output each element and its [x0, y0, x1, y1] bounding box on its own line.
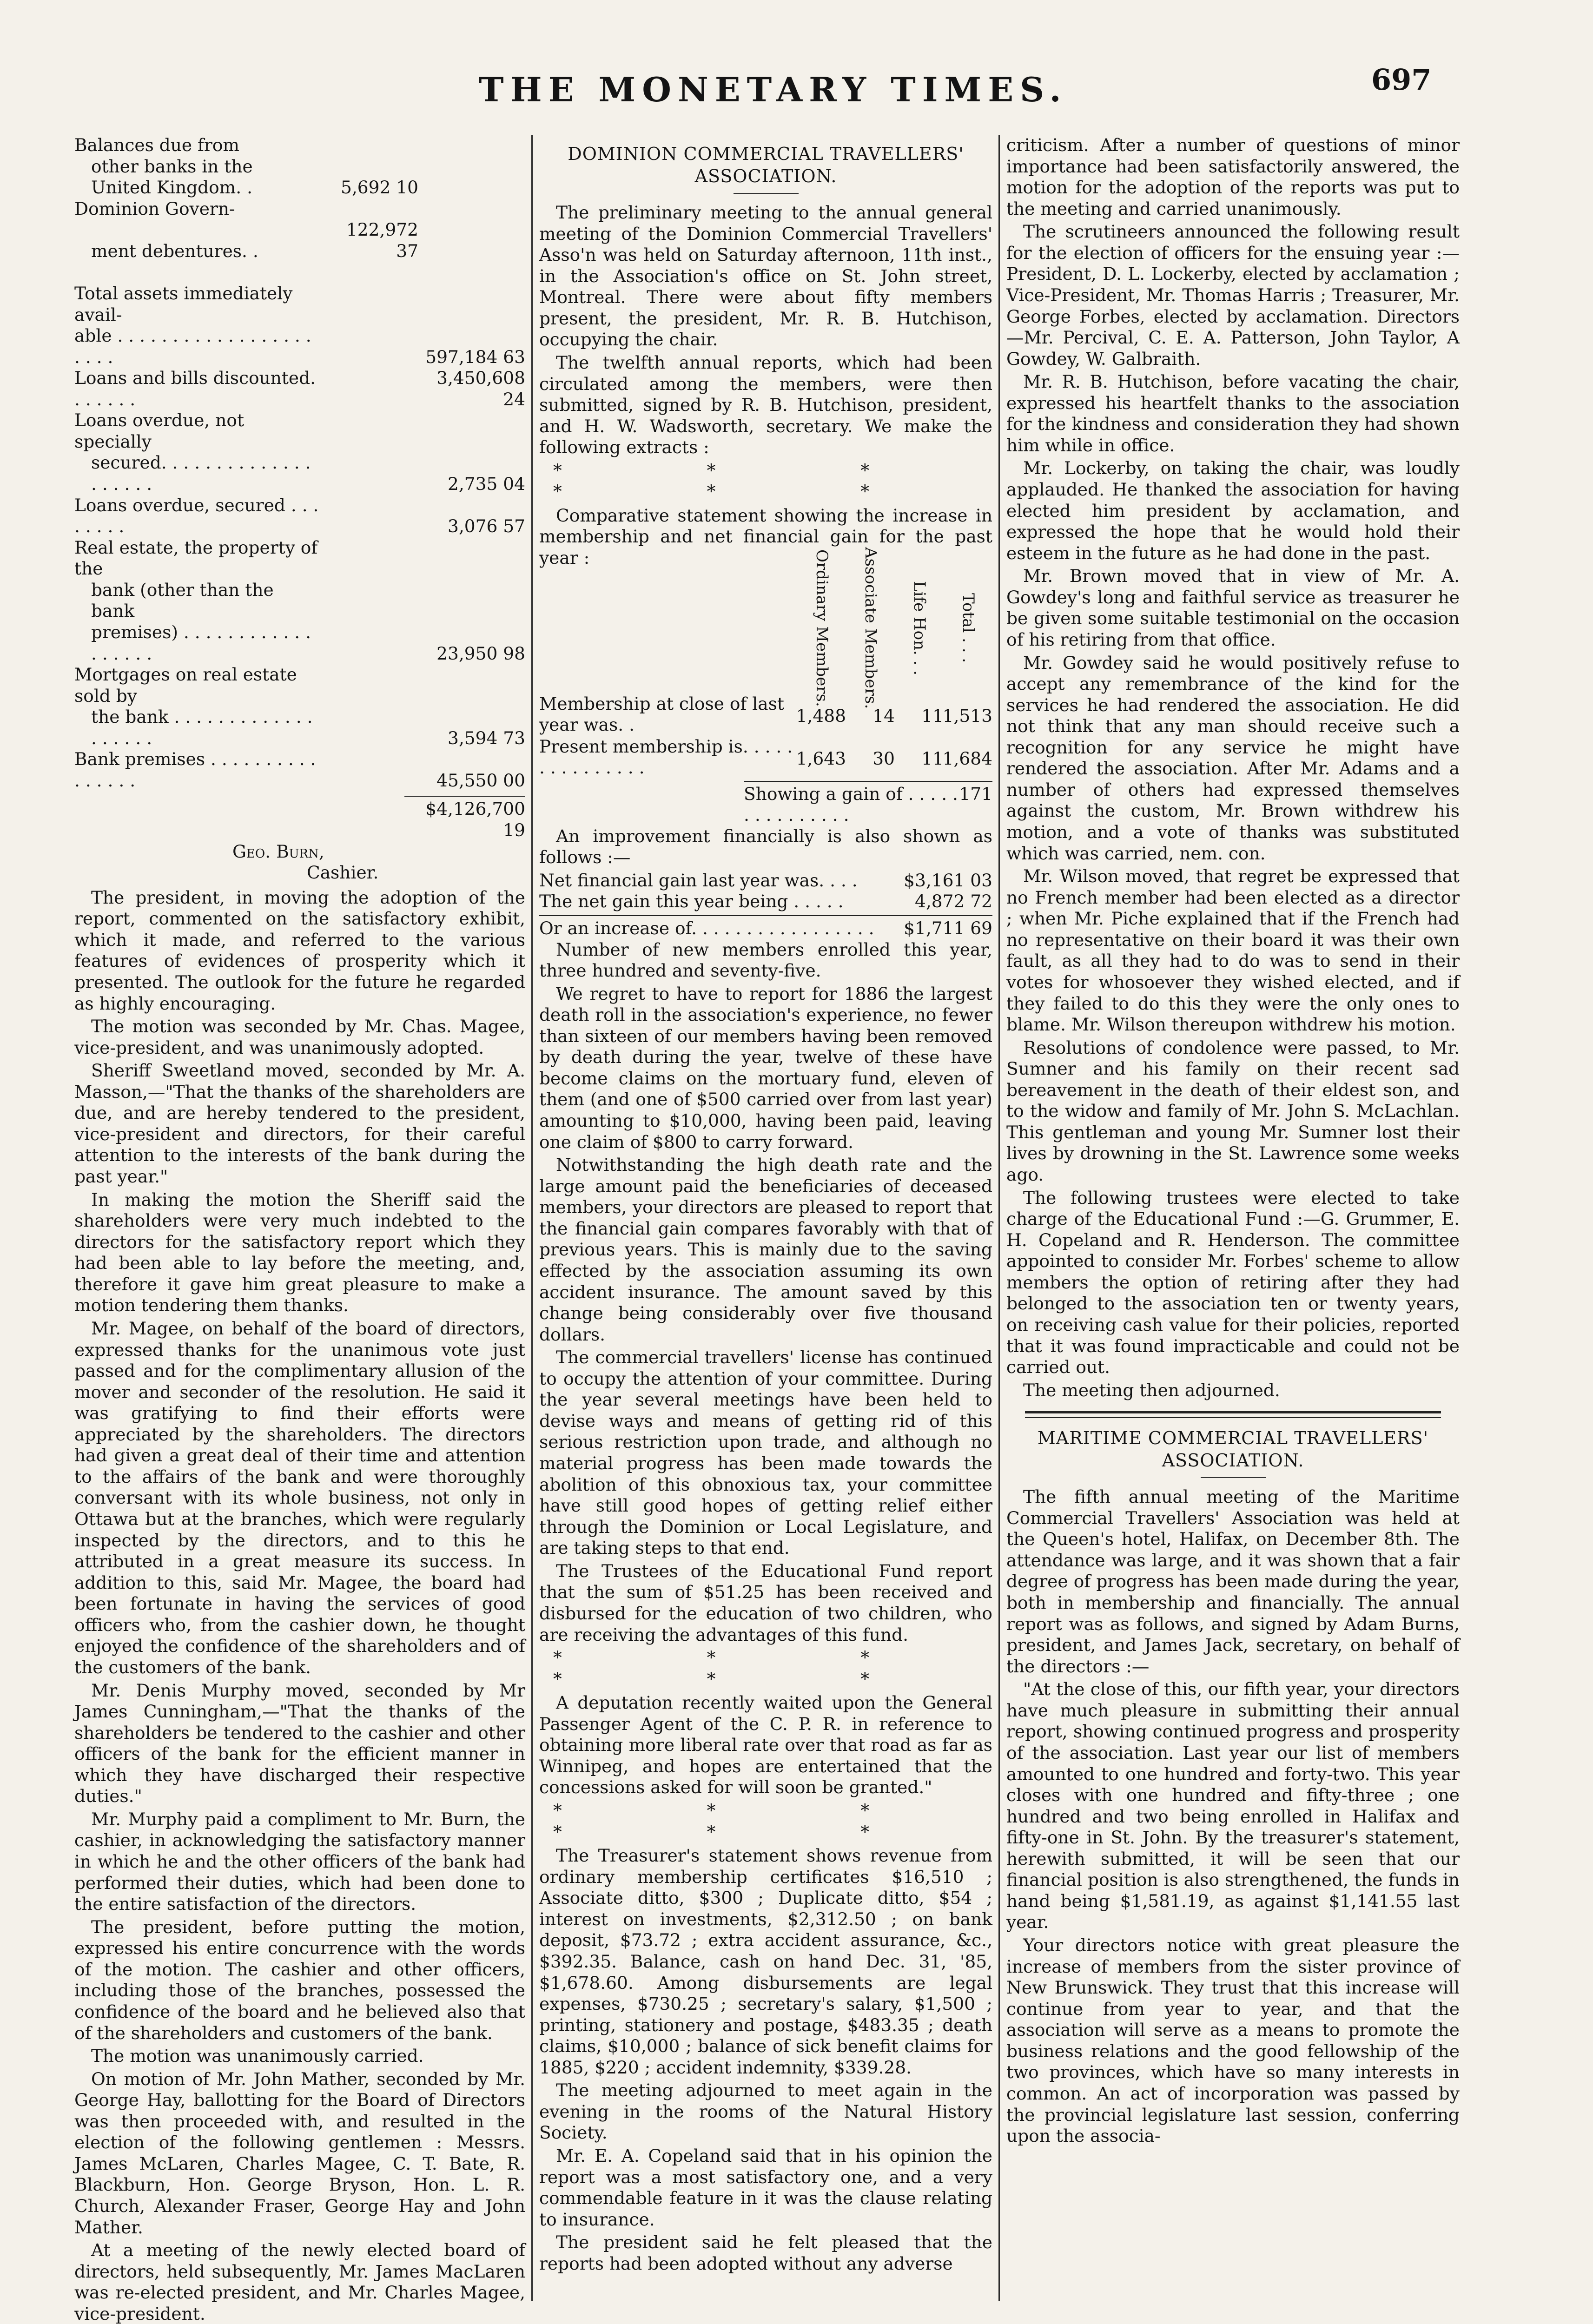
financial-row-amount: $3,161 03	[904, 870, 992, 891]
report-paragraph: The president, in moving the adoption of the report, commented on the satisfactory exhibit, which it made, and referred to the various features of evidences of prosperity which it presented. The outlook for the future he regarded as highly encouraging.	[74, 887, 525, 1014]
ellipsis-stars-3: * * * * * *	[553, 1800, 939, 1842]
membership-cell: 1,513	[942, 706, 992, 726]
statement-row	[74, 706, 525, 749]
report-paragraph: Resolutions of condolence were passed, to Mr. Sumner and his family on their recent sad bereavement in the death of their eldest son, and to the widow and family of Mr. John S. McLachlan. This gentleman and young Mr. Sumner lost their lives by drowning in the St. Lawrence some weeks ago.	[1006, 1037, 1460, 1185]
maritime-report	[1006, 1486, 1460, 2146]
report-paragraph: The scrutineers announced the following result for the election of officers for the ensuing year :—President, D. L. Lockerby, elected by acclamation ; Vice-President, Mr. Thomas Harris ; Treasurer, Mr. George Forbes, elected by acclamation. Directors—Mr. Percival, C. E. A. Patterson, John Taylor, A Gowdey, W. Galbraith.	[1006, 221, 1460, 369]
statement-row-label: Total assets immediately avail-	[74, 283, 293, 325]
report-paragraph: The president, before putting the motion, expressed his entire concurrence with the words of the motion. The cashier and other officers, including those of the branches, possessed the confidence of the board and he believed also that of the shareholders and customers of the bank.	[74, 1916, 525, 2043]
statement-row	[74, 664, 525, 706]
statement-row	[74, 219, 525, 262]
dominion-heading: DOMINION COMMERCIAL TRAVELLERS' ASSOCIATION.	[568, 144, 964, 186]
statement-row-value: 3,594 73	[448, 727, 525, 748]
membership-cell: 1,684	[942, 748, 992, 769]
report-paragraph: The Treasurer's statement shows revenue from ordinary membership certificates $16,510 ; Associate ditto, $300 ; Duplicate ditto, $54 ; interest on investments, $2,312.50 ; on bank deposit, $73.72 ; extra accident assurance, &c., $392.35. Balance, cash on hand Dec. 31, '85, $1,678.60. Among disbursements are legal expenses, $730.25 ; secretary's salary, $1,500 ; printing, stationery and postage, $483.35 ; death claims, $10,000 ; balance of sick benefit claims for 1885, $220 ; accident indemnity, $339.28.	[539, 1845, 992, 2078]
report-paragraph: The motion was unanimously carried.	[91, 2046, 424, 2067]
membership-column-header: Total . . .	[959, 593, 978, 663]
gain-label: Showing a gain of . . . . . . . . . . . . . . .	[744, 783, 958, 825]
report-paragraph: Mr. Gowdey said he would positively refuse to accept any remembrance of the kind for the services he had rendered the association. He did not think that any man should receive such a recognition for any service he might have rendered the association. After Mr. Adams and a number of others had expressed themselves against the custom, Mr. Brown withdrew his motion, and a vote of thanks was substituted which was carried, nem. con.	[1006, 652, 1460, 864]
statement-row-label: United Kingdom. .	[91, 177, 253, 198]
membership-cell: 1,643	[796, 748, 846, 769]
membership-column	[846, 547, 895, 779]
dominion-report-body	[539, 939, 992, 1646]
statement-row-label	[74, 262, 321, 283]
membership-row-label: Membership at close of last year was. .	[539, 693, 784, 735]
statement-row	[74, 135, 525, 156]
statement-row	[74, 622, 525, 664]
increase-value: $1,711 69	[904, 918, 992, 938]
statement-row	[74, 177, 525, 198]
comparative-intro: Comparative statement showing the increase in membership and net financial gain for the past year :	[539, 505, 992, 568]
statement-row-value: 597,184 63	[425, 346, 525, 367]
financial-intro: An improvement financially is also shown as follows :—	[539, 825, 992, 868]
report-paragraph: "At the close of this, our fifth year, your directors have much pleasure in submitting their annual report, showing continued progress and prosperity of the association. Last year our list of members amounted to one hundred and forty-two. This year closes with one hundred and fifty-three ; one hundred and two being enrolled in Halifax and fifty-one in St. John. By the treasurer's statement, herewith submitted, it will be seen that our financial position is also strengthened, the funds in hand being $1,581.19, as against $1,141.55 last year.	[1006, 1679, 1460, 1933]
report-paragraph: The Trustees of the Educational Fund report that the sum of $51.25 has been received and disbursed for the education of two children, who are receiving the advantages of this fund.	[539, 1560, 992, 1645]
statement-row-label: ment debentures. .	[91, 240, 258, 261]
report-paragraph: A deputation recently waited upon the General Passenger Agent of the C. P. R. in reference to obtaining more liberal rate over that road as far as Winnipeg, and hopes are entertained that the concessions asked for will soon be granted."	[539, 1692, 992, 1798]
bank-statement-table	[74, 135, 525, 791]
gain-row	[744, 781, 992, 826]
masthead-title: THE MONETARY TIMES.	[479, 70, 1068, 109]
membership-column	[944, 573, 992, 779]
financial-row	[539, 891, 992, 912]
report-paragraph: Mr. Murphy paid a compliment to Mr. Burn, the cashier, in acknowledging the satisfactory manner in which he and the other officers of the bank had performed their duties, which had been done to the entire satisfaction of the directors.	[74, 1809, 525, 1915]
ellipsis-stars-2: * * * * * *	[553, 1647, 939, 1689]
statement-row-value: 2,735 04	[448, 474, 525, 494]
membership-row-labels	[539, 573, 797, 779]
report-paragraph: The commercial travellers' license has continued to occupy the attention of your committee. During the year several meetings have been held to devise ways and means of getting rid of this serious restriction upon trade, and although no material progress has been made towards the abolition of this obnoxious tax, your committee have still good hopes of getting relief either through the Dominion or Local Legislature, and are taking steps to that end.	[539, 1347, 992, 1558]
membership-column-header: Ordinary Members.	[813, 549, 832, 707]
membership-columns	[796, 547, 992, 779]
statement-total	[74, 796, 525, 841]
statement-row-label: Dominion Govern-	[74, 198, 235, 219]
financial-row	[539, 870, 992, 891]
membership-cell: 11	[921, 706, 944, 726]
report-paragraph: Mr. Brown moved that in view of Mr. A. Gowdey's long and faithful service as treasurer he be given some suitable testimonial on the occasion of his retiring from that office.	[1006, 566, 1460, 650]
report-paragraph: Mr. Magee, on behalf of the board of directors, expressed thanks for the unanimous vote just passed and for the complimentary allusion of the mover and seconder of the resolution. He said it was gratifying to find their efforts were appreciated by the shareholders. The directors had given a great deal of their time and attention to the affairs of the bank and were thoroughly conversant with its whole business, not only in Ottawa but at the branches, which were regularly inspected by the directors, and to this he attributed in a great measure its success. In addition to this, said Mr. Magee, the board had been fortunate in having the services of good officers who, from the cashier down, he thought enjoyed the confidence of the shareholders and of the customers of the bank.	[74, 1318, 525, 1677]
report-paragraph: Your directors notice with great pleasure the increase of members from the sister province of New Brunswick. They trust that this increase will continue from year to year, and that the association will serve as a means to promote the business relations and the good fellowship of the two provinces, which have so many interests in common. An act of incorporation was passed by the provincial legislature last session, conferring upon the associa-	[1006, 1935, 1460, 2146]
statement-row-value: 45,550 00	[436, 770, 525, 791]
statement-row	[74, 580, 525, 622]
ellipsis-stars: * * * * * *	[553, 460, 939, 502]
statement-row-label: able . . . . . . . . . . . . . . . . . . . . . .	[74, 325, 311, 367]
report-paragraph: Mr. Wilson moved, that regret be expressed that no French member had been elected as a director ; when Mr. Piche explained that if the French had no representative on their board it was their own fault, as all they had to do was to send in their votes for whosoever they wished elected, and if they failed to do this they were the only ones to blame. Mr. Wilson thereupon withdrew his motion.	[1006, 866, 1460, 1035]
membership-cell: 11	[921, 748, 944, 769]
gain-value: 171	[959, 783, 992, 804]
financial-row-amount: 4,872 72	[915, 891, 992, 912]
membership-table	[539, 547, 992, 779]
signature-title: Cashier.	[307, 862, 379, 883]
statement-row-label: other banks in the	[91, 156, 253, 177]
report-paragraph: The fifth annual meeting of the Maritime Commercial Travellers' Association was held at the Queen's hotel, Halifax, on December 8th. The attendance was large, and it was shown that a fair degree of progress has been made during the year, both in membership and financially. The annual report was as follows, and signed by Adam Burns, president, and James Jack, secretary, on behalf of the directors :—	[1006, 1486, 1460, 1677]
column-2	[539, 135, 992, 2301]
report-paragraph: The twelfth annual reports, which had been circulated among the members, were then submitted, signed by R. B. Hutchison, president, and H. W. Wadsworth, secretary. We make the following extracts :	[539, 352, 992, 458]
statement-row-value: 3,450,608 24	[436, 368, 525, 409]
membership-column-header: Associate Members.	[861, 547, 880, 709]
increase-label: Or an increase of. . . . . . . . . . . . . . . . .	[539, 918, 874, 938]
report-paragraph: Mr. E. A. Copeland said that in his opinion the report was a most satisfactory one, and a very commendable feature in it was the clause relating to insurance.	[539, 2146, 992, 2230]
statement-row-label: premises) . . . . . . . . . . . . . . . . . .	[91, 621, 311, 664]
report-paragraph: The following trustees were elected to take charge of the Educational Fund :—G. Grummer, E. H. Copeland and R. Henderson. The committee appointed to consider Mr. Forbes' scheme to allow members the option of retiring after they had belonged to the association ten or twenty years, on receiving cash value for their policies, reported that it was found impracticable and could not be carried out.	[1006, 1187, 1460, 1378]
signature-name: Geo. Burn,	[232, 841, 324, 862]
statement-row	[74, 749, 525, 791]
statement-row-label: bank (other than the bank	[91, 579, 274, 621]
report-paragraph: The motion was seconded by Mr. Chas. Magee, vice-president, and was unanimously adopted.	[74, 1016, 525, 1058]
membership-column	[895, 573, 944, 779]
report-paragraph: In making the motion the Sheriff said the shareholders were very much indebted to the directors for the satisfactory report which they had been able to lay before the meeting, and, therefore it gave him great pleasure to make a motion tendering them thanks.	[74, 1189, 525, 1316]
statement-row-label: Bank premises . . . . . . . . . . . . . . . .	[74, 749, 316, 791]
statement-row-value: 122,972 37	[346, 219, 418, 261]
membership-cell: 30	[873, 748, 895, 769]
report-paragraph: Mr. R. B. Hutchison, before vacating the chair, expressed his heartfelt thanks to the association for the kindness and consideration they had shown him while in office.	[1006, 371, 1460, 456]
increase-row	[539, 915, 992, 939]
report-paragraph: Sheriff Sweetland moved, seconded by Mr. A. Masson,—"That the thanks of the shareholders are due, and are hereby tendered to the president, vice-president and directors, for their careful attention to the interests of the bank during the past year."	[74, 1060, 525, 1187]
statement-row-value: 3,076 57	[448, 516, 525, 537]
statement-row	[74, 262, 525, 283]
statement-row-label: Mortgages on real estate sold by	[74, 664, 297, 706]
report-paragraph: On motion of Mr. John Mather, seconded by Mr. George Hay, ballotting for the Board of Directors was then proceeded with, and resulted in the election of the following gentlemen : Messrs. James McLaren, Charles Magee, C. T. Bate, R. Blackburn, Hon. George Bryson, Hon. L. R. Church, Alexander Fraser, George Hay and John Mather.	[74, 2068, 525, 2238]
membership-column-header: Life Hon. . .	[910, 581, 929, 676]
statement-row-label: Loans and bills discounted. . . . . . .	[74, 368, 316, 409]
statement-row	[74, 325, 525, 368]
financial-row-label: The net gain this year being . . . . .	[539, 891, 844, 912]
report-paragraph: The president said he felt pleased that the reports had been adopted without any adverse	[539, 2232, 992, 2274]
report-paragraph: Mr. Lockerby, on taking the chair, was loudly applauded. He thanked the association for having elected him president by acclamation, and expressed the hope that he would hold their esteem in the future as he had done in the past.	[1006, 458, 1460, 563]
dominion-intro	[539, 202, 992, 458]
statement-row-label: secured. . . . . . . . . . . . . . . . . . . .	[91, 452, 311, 494]
statement-row-label: Balances due from	[74, 135, 239, 155]
financial-row-label: Net financial gain last year was. . . .	[539, 870, 858, 891]
membership-row-label: Present membership is. . . . . . . . . . . . . . .	[539, 736, 793, 778]
membership-column	[796, 549, 846, 779]
statement-row	[74, 495, 525, 537]
dominion-deputation	[539, 1692, 992, 1798]
membership-cell: 1,488	[796, 706, 846, 726]
statement-row	[74, 156, 525, 178]
statement-row	[74, 198, 525, 220]
statement-row	[74, 410, 525, 452]
statement-row	[74, 537, 525, 580]
statement-row-label: Loans overdue, secured . . . . . . . .	[74, 495, 319, 537]
heading-rule-2	[1201, 1477, 1266, 1478]
statement-row-label: the bank . . . . . . . . . . . . . . . . . . .	[91, 706, 313, 748]
statement-total-value: $4,126,700 19	[404, 796, 525, 841]
statement-row-label: Real estate, the property of the	[74, 537, 318, 579]
bank-meeting-report	[74, 887, 525, 2324]
maritime-heading: MARITIME COMMERCIAL TRAVELLERS' ASSOCIATION.	[1037, 1428, 1429, 1471]
report-paragraph: We regret to have to report for 1886 the largest death roll in the association's experience, no fewer than sixteen of our members having been removed by death during the year, twelve of these have become claims on the mortuary fund, eleven of them (and one of $500 carried over from last year) amounting to $10,000, having been paid, leaving one claim of $800 to carry forward.	[539, 983, 992, 1152]
column-rule-left	[531, 135, 533, 2301]
column-1	[74, 135, 525, 2324]
report-paragraph: Number of new members enrolled this year, three hundred and seventy-five.	[539, 939, 992, 981]
page-number: 697	[1371, 63, 1432, 97]
report-paragraph: Mr. Denis Murphy moved, seconded by Mr James Cunningham,—"That the thanks of the shareholders be tendered to the cashier and other officers of the bank for the efficient manner in which they have discharged their respective duties."	[74, 1680, 525, 1807]
statement-row	[74, 368, 525, 410]
column-rule-right	[998, 135, 1000, 2301]
report-paragraph: criticism. After a number of questions of minor importance had been satisfactorily answered, the motion for the adoption of the reports was put to the meeting and carried unanimously.	[1006, 135, 1460, 219]
financial-rows	[539, 870, 992, 912]
statement-row-value: 23,950 98	[436, 643, 525, 664]
statement-row	[74, 452, 525, 495]
report-paragraph: Notwithstanding the high death rate and the large amount paid the beneficiaries of deceased members, your directors are pleased to report that the financial gain compares favorably with that of previous years. This is mainly due to the saving effected by the association assuming its own accident insurance. The amount saved by this change being considerably over five thousand dollars.	[539, 1155, 992, 1345]
membership-cell: 14	[873, 706, 895, 726]
section-divider-2	[1025, 1411, 1441, 1418]
heading-rule	[734, 193, 799, 194]
report-paragraph: The meeting adjourned to meet again in the evening in the rooms of the Natural History Society.	[539, 2080, 992, 2143]
report-paragraph: The meeting then adjourned.	[1023, 1380, 1280, 1400]
statement-row	[74, 283, 525, 325]
dominion-continued	[1006, 135, 1460, 1401]
statement-row-value: 5,692 10	[341, 177, 418, 198]
report-paragraph: At a meeting of the newly elected board of directors, held subsequently, Mr. James MacLaren was re-elected president, and Mr. Charles Magee, vice-president.	[74, 2240, 525, 2324]
dominion-treasurer	[539, 1845, 992, 2274]
statement-row-label: Loans overdue, not specially	[74, 410, 245, 452]
report-paragraph: The preliminary meeting to the annual general meeting of the Dominion Commercial Travellers' Asso'n was held on Saturday afternoon, 11th inst., in the Association's office on St. John street, Montreal. There were about fifty members present, the president, Mr. R. B. Hutchison, occupying the chair.	[539, 202, 992, 350]
column-3	[1006, 135, 1460, 2301]
